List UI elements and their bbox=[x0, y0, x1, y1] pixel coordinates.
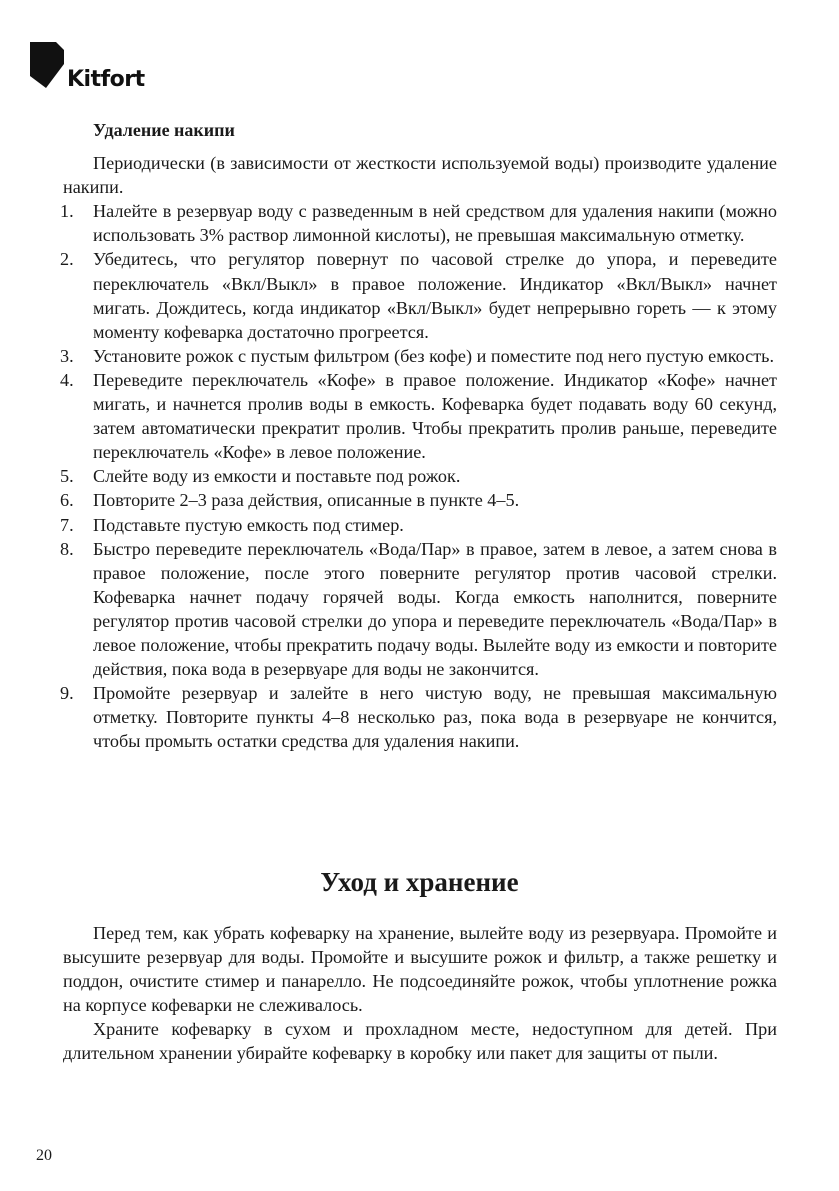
step-text: Убедитесь, что регулятор повернут по часовой стрелке до упора, и переведите переключатель «Вкл/Выкл» в правое положение. Индикатор «Вкл/Выкл» начнет мигать. Дождитесь, когда индикатор «Вкл/Выкл» будет непрерывно гореть — к этому моменту кофеварка достаточно прогреется. bbox=[93, 249, 777, 342]
list-item bbox=[60, 681, 777, 753]
care-paragraph: Перед тем, как убрать кофеварку на хранение, вылейте воду из резервуара. Промойте и высушите резервуар для воды. Промойте и высушите рожок и фильтр, а также решетку и поддон, очистите стимер и панарелло. Не подсоединяйте рожок, чтобы уплотнение рожка на корпусе кофеварки не слеживалось. bbox=[63, 923, 777, 1016]
list-item bbox=[60, 247, 777, 343]
descaling-steps bbox=[60, 199, 777, 753]
descaling-heading: Удаление накипи bbox=[93, 120, 235, 140]
step-text: Повторите 2–3 раза действия, описанные в пункте 4–5. bbox=[93, 490, 520, 511]
brand-name: Kitfort bbox=[67, 67, 145, 92]
list-item bbox=[60, 488, 777, 512]
descaling-intro: Периодически (в зависимости от жесткости используемой воды) производите удаление накипи. bbox=[63, 153, 777, 198]
step-text: Подставьте пустую емкость под стимер. bbox=[93, 514, 404, 535]
step-number: 9. bbox=[60, 683, 74, 704]
step-number: 2. bbox=[60, 249, 74, 270]
step-text: Установите рожок с пустым фильтром (без кофе) и поместите под него пустую емкость. bbox=[93, 345, 775, 366]
list-item bbox=[60, 368, 777, 464]
list-item bbox=[60, 199, 777, 247]
step-number: 4. bbox=[60, 369, 74, 390]
step-number: 6. bbox=[60, 490, 74, 511]
step-number: 3. bbox=[60, 345, 74, 366]
care-section bbox=[63, 921, 777, 1066]
step-text: Налейте в резервуар воду с разведенным в ней средством для удаления накипи (можно использовать 3% раствор лимонной кислоты), не превышая максимальную отметку. bbox=[93, 201, 777, 246]
page-number: 20 bbox=[36, 1147, 52, 1164]
brand-logo bbox=[30, 42, 190, 96]
step-text: Промойте резервуар и залейте в него чистую воду, не превышая максимальную отметку. Повторите пункты 4–8 несколько раз, пока вода в резервуаре не кончится, чтобы промыть остатки средства для удаления накипи. bbox=[93, 683, 777, 752]
kitfort-logo-icon bbox=[30, 42, 64, 90]
care-section-title: Уход и хранение bbox=[320, 867, 519, 897]
step-number: 8. bbox=[60, 538, 74, 559]
list-item bbox=[60, 464, 777, 488]
care-paragraph: Храните кофеварку в сухом и прохладном месте, недоступном для детей. При длительном хранении убирайте кофеварку в коробку или пакет для защиты от пыли. bbox=[63, 1019, 777, 1064]
step-text: Переведите переключатель «Кофе» в правое положение. Индикатор «Кофе» начнет мигать, и начнется пролив воды в емкость. Кофеварка будет подавать воду 60 секунд, затем автоматически прекратит пролив. Чтобы прекратить пролив раньше, переведите переключатель «Кофе» в левое положение. bbox=[93, 369, 777, 463]
step-number: 1. bbox=[60, 201, 74, 222]
step-text: Слейте воду из емкости и поставьте под рожок. bbox=[93, 466, 461, 487]
step-text: Быстро переведите переключатель «Вода/Пар» в правое, затем в левое, а затем снова в правое положение, после этого поверните регулятор против часовой стрелки. Кофеварка начнет подачу горячей воды. Когда емкость наполнится, поверните регулятор против часовой стрелки до упора и переведите переключатель «Вода/Пар» в левое положение, чтобы прекратить подачу воды. Вылейте воду из емкости и повторите действия, пока вода в резервуаре для воды не закончится. bbox=[93, 538, 777, 680]
list-item bbox=[60, 513, 777, 537]
step-number: 7. bbox=[60, 514, 74, 535]
step-number: 5. bbox=[60, 466, 74, 487]
list-item bbox=[60, 344, 777, 368]
list-item bbox=[60, 537, 777, 682]
descaling-section bbox=[60, 118, 777, 753]
